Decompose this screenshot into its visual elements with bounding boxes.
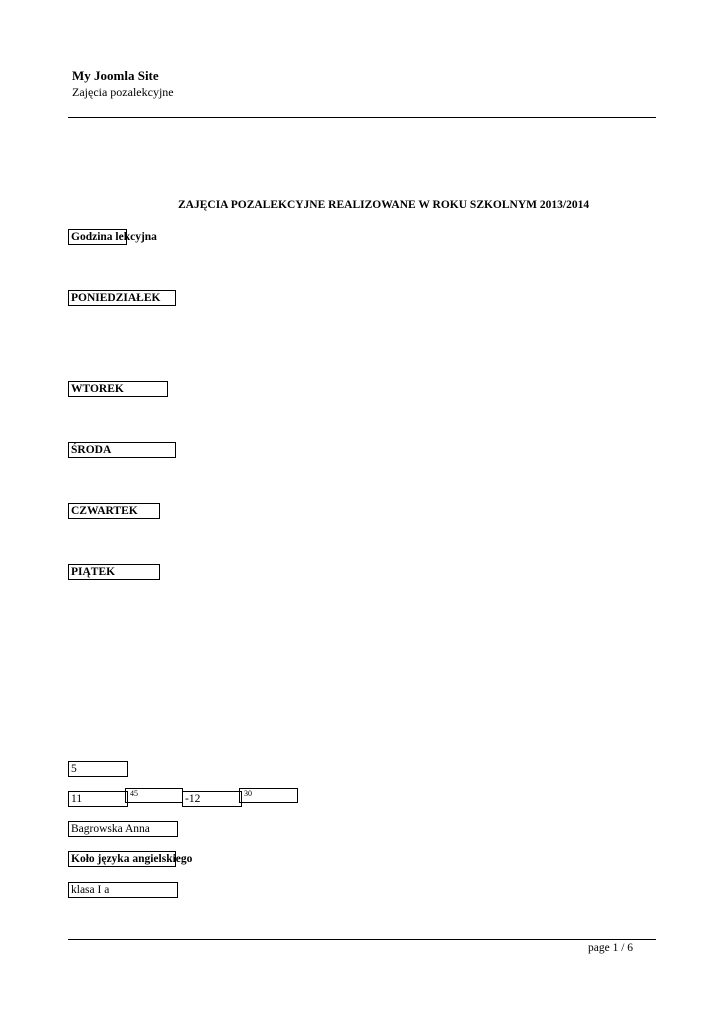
- activity-name: Koło języka angielskiego: [71, 853, 193, 865]
- site-subtitle: Zajęcia pozalekcyjne: [72, 85, 174, 99]
- day-label: PONIEDZIAŁEK: [71, 292, 161, 304]
- end-hour: -12: [185, 793, 201, 805]
- hour-label: Godzina lekcyjna: [71, 231, 157, 243]
- day-label: CZWARTEK: [71, 505, 138, 517]
- lesson-number: 5: [71, 763, 77, 775]
- day-friday: [68, 564, 160, 580]
- footer-divider: [68, 939, 656, 940]
- day-label: WTOREK: [71, 383, 124, 395]
- teacher-name: Bagrowska Anna: [71, 823, 150, 835]
- lesson-number-box: [68, 761, 128, 777]
- document-title: ZAJĘCIA POZALEKCYJNE REALIZOWANE W ROKU SZKOLNYM 2013/2014: [178, 199, 590, 211]
- end-hour-box: [182, 791, 242, 807]
- class-group: klasa I a: [71, 884, 110, 896]
- hour-label-box: [68, 229, 157, 245]
- header-divider: [68, 117, 656, 118]
- page-indicator: page 1 / 6: [588, 942, 634, 954]
- site-title: My Joomla Site: [72, 68, 159, 83]
- start-hour: 11: [71, 793, 83, 805]
- teacher-box: [68, 821, 178, 837]
- day-label: ŚRODA: [71, 444, 112, 456]
- day-wednesday: [68, 442, 176, 458]
- day-tuesday: [68, 381, 168, 397]
- day-monday: [68, 290, 176, 306]
- start-minutes: 45: [125, 788, 183, 803]
- day-thursday: [68, 503, 160, 519]
- activity-box: [68, 851, 193, 867]
- class-group-box: [68, 882, 178, 898]
- day-label: PIĄTEK: [71, 566, 116, 578]
- end-minutes: 30: [239, 788, 298, 803]
- start-hour-box: [68, 791, 128, 807]
